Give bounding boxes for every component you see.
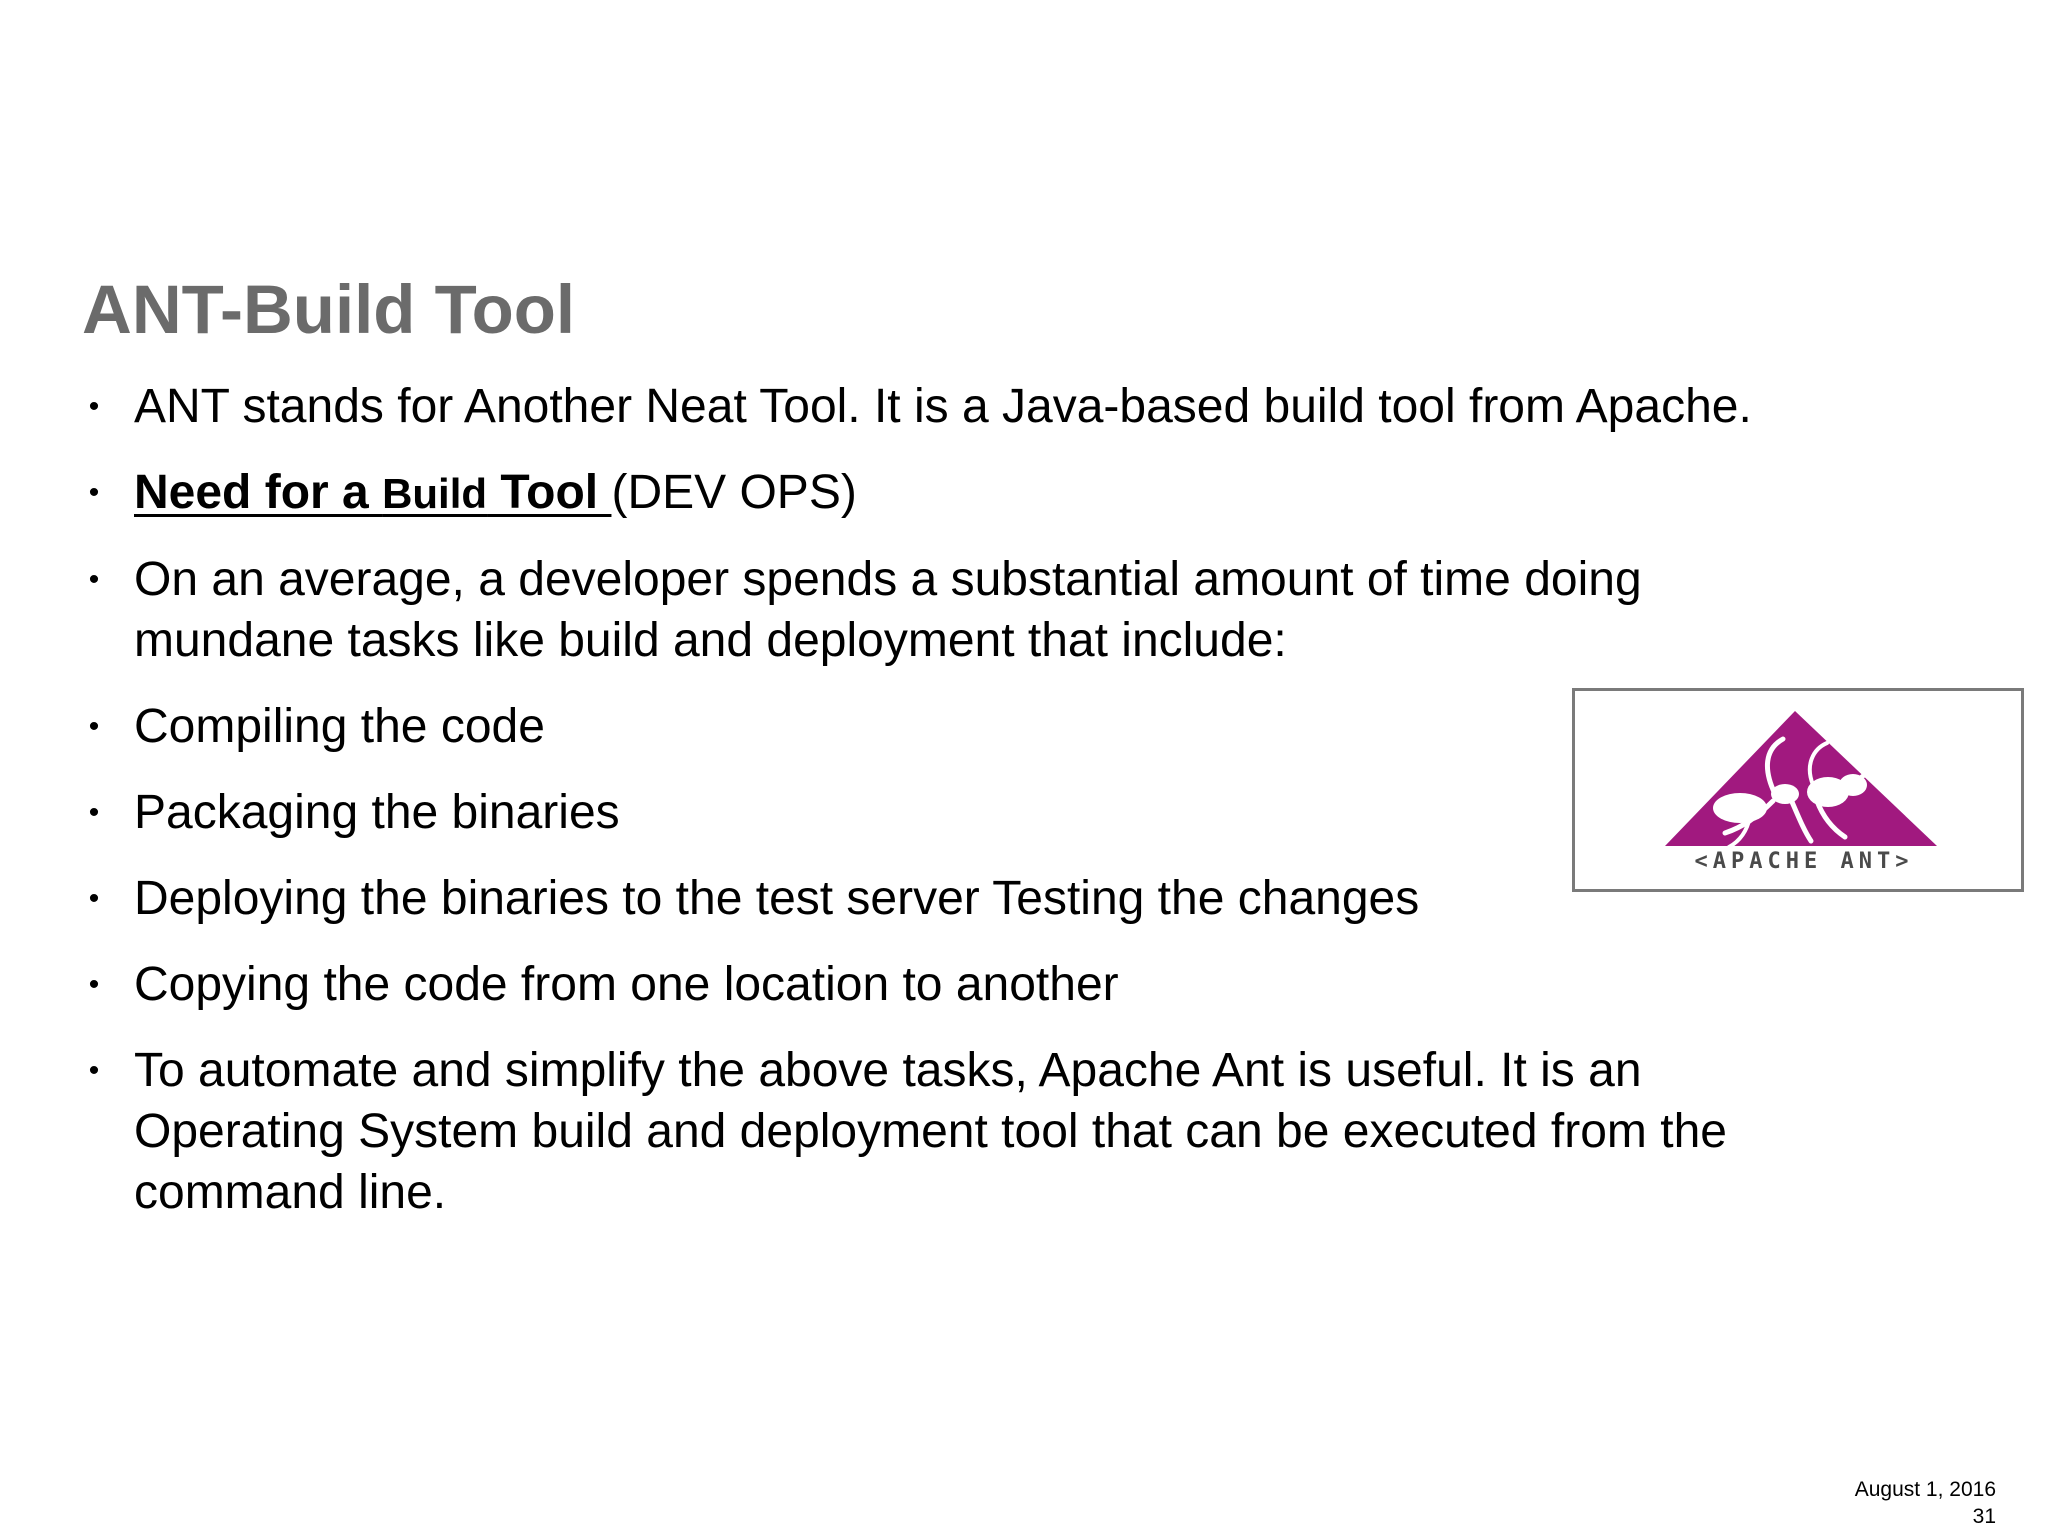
bullet-rest-text: (DEV OPS) [611, 466, 857, 519]
slide-title: ANT-Build Tool [82, 271, 576, 348]
emphasis-text-small: Build [382, 470, 488, 517]
apache-ant-logo [1572, 688, 2024, 892]
bullet-list [82, 376, 1782, 1248]
bullet-dot-icon: • [88, 1054, 100, 1087]
bullet-item-copying [82, 954, 1782, 1015]
bullet-text: Compiling the code [134, 700, 545, 753]
bullet-text: To automate and simplify the above tasks, Apache Ant is useful. It is an Operating System build and deployment tool that can be executed from the command line. [134, 1044, 1727, 1219]
bullet-item-compiling [82, 696, 1782, 757]
bullet-dot-icon: • [88, 796, 100, 829]
bullet-item-ant-definition [82, 376, 1774, 437]
bullet-dot-icon: • [88, 476, 100, 509]
footer-date: August 1, 2016 [1854, 1478, 1996, 1501]
apache-ant-logo-text: <APACHE ANT> [1694, 849, 1914, 874]
bullet-item-deploying [82, 868, 1782, 929]
bullet-item-need-for-build-tool [82, 462, 1782, 524]
bullet-text: Packaging the binaries [134, 786, 620, 839]
bullet-item-developer-time [82, 549, 1674, 671]
bullet-text: Copying the code from one location to another [134, 958, 1119, 1011]
bullet-dot-icon: • [88, 563, 100, 596]
bullet-dot-icon: • [88, 882, 100, 915]
bullet-item-automate [82, 1040, 1834, 1223]
bullet-item-packaging [82, 782, 1782, 843]
bullet-text: ANT stands for Another Neat Tool. It is a Java-based build tool from Apache. [134, 380, 1752, 433]
bullet-dot-icon: • [88, 968, 100, 1001]
bullet-text: Deploying the binaries to the test server Testing the changes [134, 872, 1420, 925]
footer-page-number: 31 [1972, 1505, 1996, 1528]
bullet-text: On an average, a developer spends a substantial amount of time doing mundane tasks like build and deployment that include: [134, 553, 1642, 667]
emphasis-text: Need for a [134, 466, 383, 519]
bullet-text [134, 462, 1782, 524]
bullet-dot-icon: • [88, 390, 100, 423]
bullet-dot-icon: • [88, 710, 100, 743]
slide-footer [1855, 1476, 1996, 1530]
emphasis-text: Tool [487, 466, 612, 519]
